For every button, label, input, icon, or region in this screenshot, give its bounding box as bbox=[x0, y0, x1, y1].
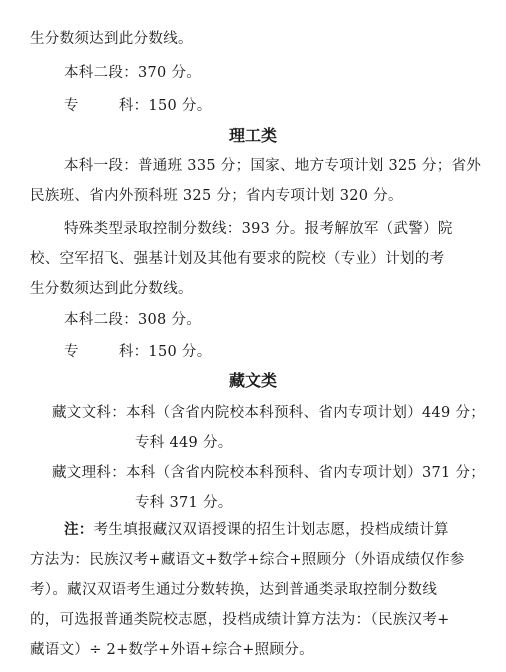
tibetan-sci-line-1: 藏文理科：本科（含省内院校本科预科、省内专项计划）371 分； bbox=[52, 465, 486, 481]
note-label: 注： bbox=[64, 522, 94, 538]
note-line-5: 藏语文）÷ 2+数学+外语+综合+照顾分。 bbox=[30, 642, 314, 658]
science-special-line-2: 校、空军招飞、强基计划及其他有要求的院校（专业）计划的考 bbox=[30, 251, 445, 267]
science-zhuanke bbox=[64, 342, 212, 362]
tibetan-sci-line-2: 专科 371 分。 bbox=[135, 495, 233, 511]
note-line-1 bbox=[64, 520, 449, 540]
tibetan-arts-line-1: 藏文文科：本科（含省内院校本科预科、省内专项计划）449 分； bbox=[52, 405, 486, 421]
arts-zhuanke bbox=[64, 96, 212, 116]
arts-zhuanke-b: 科：150 分。 bbox=[118, 98, 212, 114]
science-heading: 理工类 bbox=[228, 126, 277, 145]
intro-tail-line: 生分数须达到此分数线。 bbox=[30, 31, 193, 47]
note-line-3: 考）。藏汉双语考生通过分数转换，达到普通类录取控制分数线 bbox=[30, 582, 438, 598]
science-first-tier-line-2: 民族班、省内外预科班 325 分；省内专项计划 320 分。 bbox=[30, 188, 403, 204]
science-zhuanke-a: 专 bbox=[64, 344, 79, 360]
tibetan-arts-line-2: 专科 449 分。 bbox=[135, 435, 233, 451]
note-line-2: 方法为：民族汉考+藏语文+数学+综合+照顾分（外语成绩仅作参 bbox=[30, 552, 465, 568]
tibetan-heading: 藏文类 bbox=[228, 371, 277, 390]
science-first-tier-line-1: 本科一段：普通班 335 分；国家、地方专项计划 325 分；省外 bbox=[64, 158, 482, 174]
science-zhuanke-b: 科：150 分。 bbox=[118, 344, 212, 360]
arts-second-tier: 本科二段：370 分。 bbox=[64, 65, 202, 81]
arts-zhuanke-a: 专 bbox=[64, 98, 79, 114]
science-second-tier: 本科二段：308 分。 bbox=[64, 312, 202, 328]
note-line-4: 的，可选报普通类院校志愿，投档成绩计算方法为：（民族汉考+ bbox=[30, 612, 450, 628]
science-special-line-3: 生分数须达到此分数线。 bbox=[30, 281, 193, 297]
science-special-line-1: 特殊类型录取控制分数线：393 分。报考解放军（武警）院 bbox=[64, 221, 453, 237]
note-text-1: 考生填报藏汉双语授课的招生计划志愿，投档成绩计算 bbox=[93, 522, 449, 538]
